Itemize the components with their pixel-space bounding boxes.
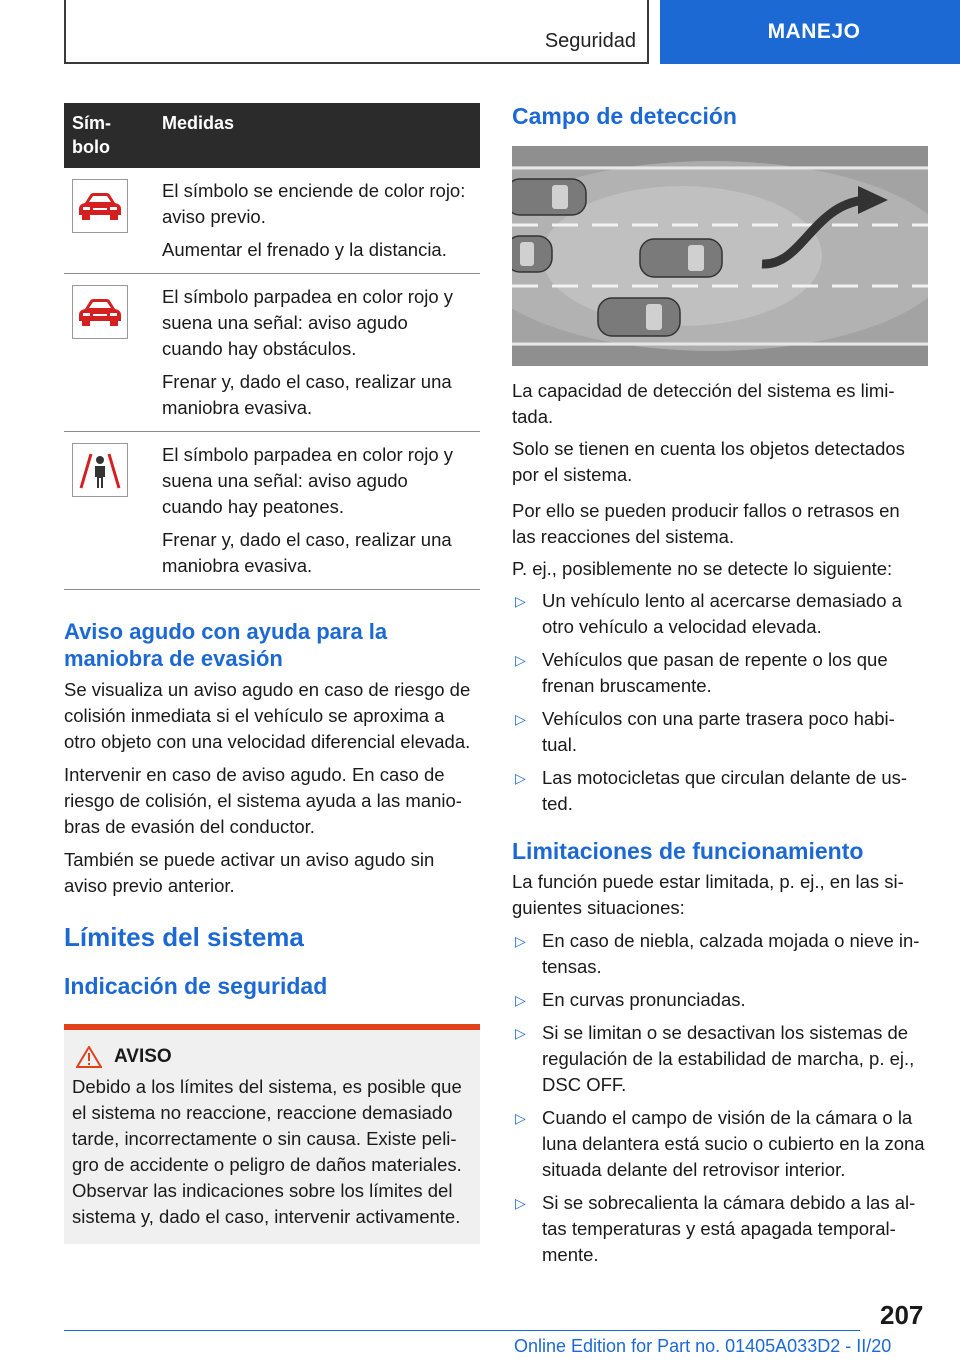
detection-list bbox=[512, 588, 928, 817]
evasion-paragraph: Se visualiza un aviso agudo en caso de riesgo de colisión inmediata si el vehículo se aproxima a otro objeto con una velocidad diferencial elevada. bbox=[64, 679, 471, 752]
right-column bbox=[512, 103, 928, 1275]
triangle-bullet-icon: ▷ bbox=[515, 711, 526, 727]
detection-paragraph: Solo se tienen en cuenta los objetos detectados por el sistema. bbox=[512, 438, 905, 485]
warning-text: Debido a los límites del sistema, es posible que el sistema no reaccione, reaccione demasiado tarde, incorrectamente o sin causa. Existe peli-gro de accidente o peligro de daños materiales. Observar las indicaciones sobre los límites del sistema y, dado el caso, intervenir activamente. bbox=[72, 1076, 462, 1227]
table-cell-text: Frenar y, dado el caso, realizar una maniobra evasiva. bbox=[162, 371, 452, 418]
evasion-heading: Aviso agudo con ayuda para la maniobra de evasión bbox=[64, 619, 388, 671]
detection-paragraph: P. ej., posiblemente no se detecte lo siguiente: bbox=[512, 558, 893, 579]
header-chapter-tab[interactable] bbox=[660, 0, 960, 64]
detection-heading: Campo de detección bbox=[512, 103, 737, 129]
evasion-paragraph: También se puede activar un aviso agudo sin aviso previo anterior. bbox=[64, 849, 435, 896]
list-item: ▷ Las motocicletas que circulan delante de us-ted. bbox=[515, 767, 908, 814]
pedestrian-warning-icon bbox=[72, 443, 128, 497]
limits-heading: Límites del sistema bbox=[64, 922, 304, 952]
footer-divider bbox=[64, 1330, 860, 1331]
warning-box bbox=[64, 1024, 480, 1244]
column-header-symbol: Sím- bolo bbox=[64, 103, 154, 168]
table-row bbox=[64, 274, 480, 432]
symbol-table bbox=[64, 103, 480, 590]
header-section-title: Seguridad bbox=[544, 30, 636, 52]
function-paragraph: La función puede estar limitada, p. ej., en las si-guientes situaciones: bbox=[512, 871, 904, 918]
table-cell-text: Frenar y, dado el caso, realizar una maniobra evasiva. bbox=[162, 529, 452, 576]
list-item: ▷ Si se limitan o se desactivan los sistemas de regulación de la estabilidad de marcha, p. ej., DSC OFF. bbox=[515, 1022, 915, 1095]
warning-title: AVISO bbox=[114, 1046, 172, 1067]
page-number: 207 bbox=[880, 1300, 924, 1330]
detection-paragraph: La capacidad de detección del sistema es limi-tada. bbox=[512, 380, 895, 427]
list-item: ▷ Cuando el campo de visión de la cámara o la luna delantera está sucio o cubierto en la zona situada delante del retrovisor interior. bbox=[515, 1107, 925, 1180]
detection-paragraph: Por ello se pueden producir fallos o retrasos en las reacciones del sistema. bbox=[512, 500, 900, 547]
list-item: ▷ En curvas pronunciadas. bbox=[512, 987, 928, 1013]
triangle-bullet-icon: ▷ bbox=[515, 992, 526, 1008]
triangle-bullet-icon: ▷ bbox=[515, 1195, 526, 1211]
car-warning-icon bbox=[72, 285, 128, 339]
table-cell-text: El símbolo parpadea en color rojo y suena una señal: aviso agudo cuando hay obstáculos. bbox=[162, 286, 454, 359]
table-cell-text: Aumentar el frenado y la distancia. bbox=[162, 239, 447, 260]
triangle-bullet-icon: ▷ bbox=[515, 1025, 526, 1041]
list-item: ▷ En caso de niebla, calzada mojada o nieve in-tensas. bbox=[515, 930, 920, 977]
safety-heading: Indicación de seguridad bbox=[64, 973, 328, 999]
triangle-bullet-icon: ▷ bbox=[515, 1110, 526, 1126]
table-cell-text: El símbolo se enciende de color rojo: aviso previo. bbox=[162, 180, 466, 227]
table-row bbox=[64, 168, 480, 274]
car-warning-icon bbox=[72, 179, 128, 233]
evasion-paragraph: Intervenir en caso de aviso agudo. En caso de riesgo de colisión, el sistema ayuda a las manio-bras de evasión del conductor. bbox=[64, 764, 462, 837]
triangle-bullet-icon: ▷ bbox=[515, 593, 526, 609]
triangle-bullet-icon: ▷ bbox=[515, 933, 526, 949]
table-header-row bbox=[64, 103, 480, 168]
function-heading: Limitaciones de funcionamiento bbox=[512, 838, 864, 864]
footer-edition: Online Edition for Part no. 01405A033D2 - II/20 bbox=[514, 1336, 892, 1356]
list-item: ▷ Vehículos con una parte trasera poco habi-tual. bbox=[515, 708, 895, 755]
left-column bbox=[64, 103, 480, 1244]
list-item: ▷ Si se sobrecalienta la cámara debido a las al-tas temperaturas y está apagada temporal-mente. bbox=[515, 1192, 916, 1265]
detection-field-illustration bbox=[512, 146, 928, 366]
function-list bbox=[512, 928, 928, 1268]
list-item: ▷ Vehículos que pasan de repente o los que frenan bruscamente. bbox=[515, 649, 888, 696]
column-header-measures: Medidas bbox=[154, 103, 480, 168]
table-cell-text: El símbolo parpadea en color rojo y suena una señal: aviso agudo cuando hay peatones. bbox=[162, 444, 454, 517]
warning-triangle-icon bbox=[76, 1046, 102, 1068]
list-item: ▷ Un vehículo lento al acercarse demasiado a otro vehículo a velocidad elevada. bbox=[515, 590, 902, 637]
triangle-bullet-icon: ▷ bbox=[515, 652, 526, 668]
triangle-bullet-icon: ▷ bbox=[515, 770, 526, 786]
table-row bbox=[64, 432, 480, 590]
header-chapter-label: MANEJO bbox=[767, 20, 861, 43]
